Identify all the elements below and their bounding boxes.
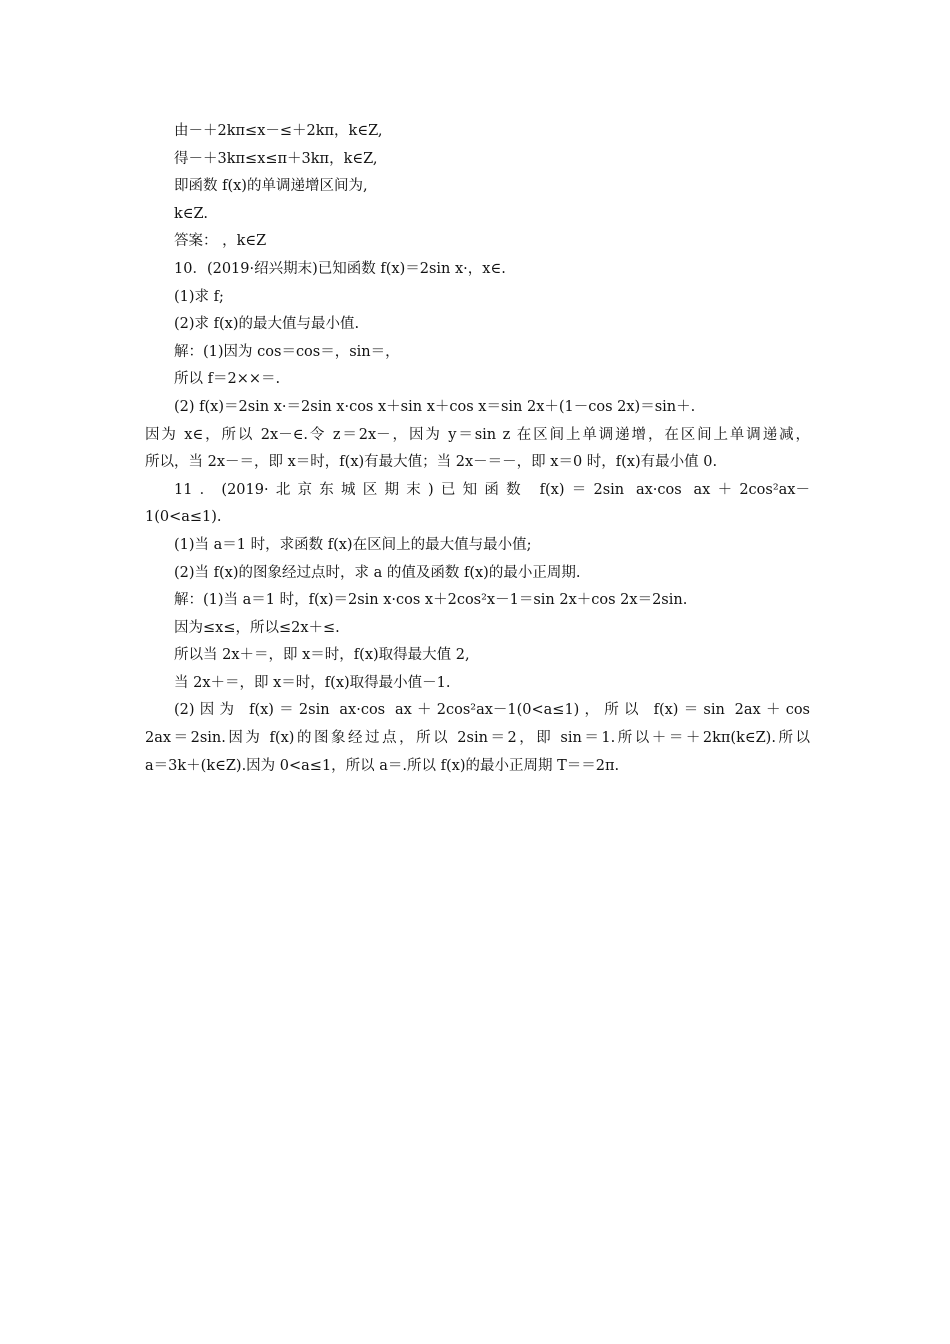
solution-line: 所以，当 2x－＝，即 x＝时，f(x)有最大值；当 2x－＝－，即 x＝0 时，f(x)有最小值 0. — [145, 454, 718, 471]
problem-11-statement-cont: 1(0<a≤1). — [145, 509, 222, 526]
text-line: 得－＋3kπ≤x≤π＋3kπ，k∈Z, — [174, 150, 378, 167]
solution-line: (2)因为 f(x)＝2sin ax·cos ax＋2cos²ax－1(0<a≤1)，所以 f(x)＝sin 2ax＋cos — [174, 702, 810, 719]
solution-line: 当 2x＋＝，即 x＝时，f(x)取得最小值－1. — [174, 674, 451, 691]
problem-11-part-2: (2)当 f(x)的图象经过点时，求 a 的值及函数 f(x)的最小正周期. — [174, 564, 581, 581]
solution-line: a＝3k＋(k∈Z).因为 0<a≤1，所以 a＝.所以 f(x)的最小正周期 T＝＝2π. — [145, 757, 620, 774]
solution-line: 解：(1)因为 cos＝cos＝，sin＝， — [174, 343, 400, 360]
solution-line: 因为≤x≤，所以≤2x＋≤. — [174, 619, 340, 636]
problem-11-part-1: (1)当 a＝1 时，求函数 f(x)在区间上的最大值与最小值; — [174, 536, 532, 553]
problem-10-part-1: (1)求 f; — [174, 288, 224, 305]
solution-line: 因为 x∈，所以 2x－∈.令 z＝2x－，因为 y＝sin z 在区间上单调递增，在区间上单调递减， — [145, 426, 810, 443]
problem-10-statement: 10．(2019·绍兴期末)已知函数 f(x)＝2sin x·，x∈. — [174, 260, 506, 277]
problem-10-part-2: (2)求 f(x)的最大值与最小值. — [174, 316, 360, 333]
solution-line: 所以当 2x＋＝，即 x＝时，f(x)取得最大值 2, — [174, 647, 470, 664]
text-line: 由－＋2kπ≤x－≤＋2kπ，k∈Z, — [174, 123, 383, 139]
solution-line: (2) f(x)＝2sin x·＝2sin x·cos x＋sin x＋cos x＝sin 2x＋(1－cos 2x)＝sin＋. — [174, 398, 696, 415]
solution-line: 所以 f＝2××＝. — [174, 371, 281, 388]
solution-line: 2ax＝2sin.因为 f(x)的图象经过点，所以 2sin＝2，即 sin＝1.所以＋＝＋2kπ(k∈Z).所以 — [145, 730, 810, 747]
answer-line: 答案： ，k∈Z — [174, 233, 267, 250]
problem-11-statement: 11．(2019·北京东城区期末)已知函数 f(x)＝2sin ax·cos ax＋2cos²ax－ — [174, 481, 810, 498]
document-body — [145, 118, 810, 780]
solution-line: 解：(1)当 a＝1 时，f(x)＝2sin x·cos x＋2cos²x－1＝sin 2x＋cos 2x＝2sin. — [174, 592, 688, 609]
text-line: k∈Z. — [174, 205, 208, 222]
text-line: 即函数 f(x)的单调递增区间为, — [174, 178, 368, 195]
